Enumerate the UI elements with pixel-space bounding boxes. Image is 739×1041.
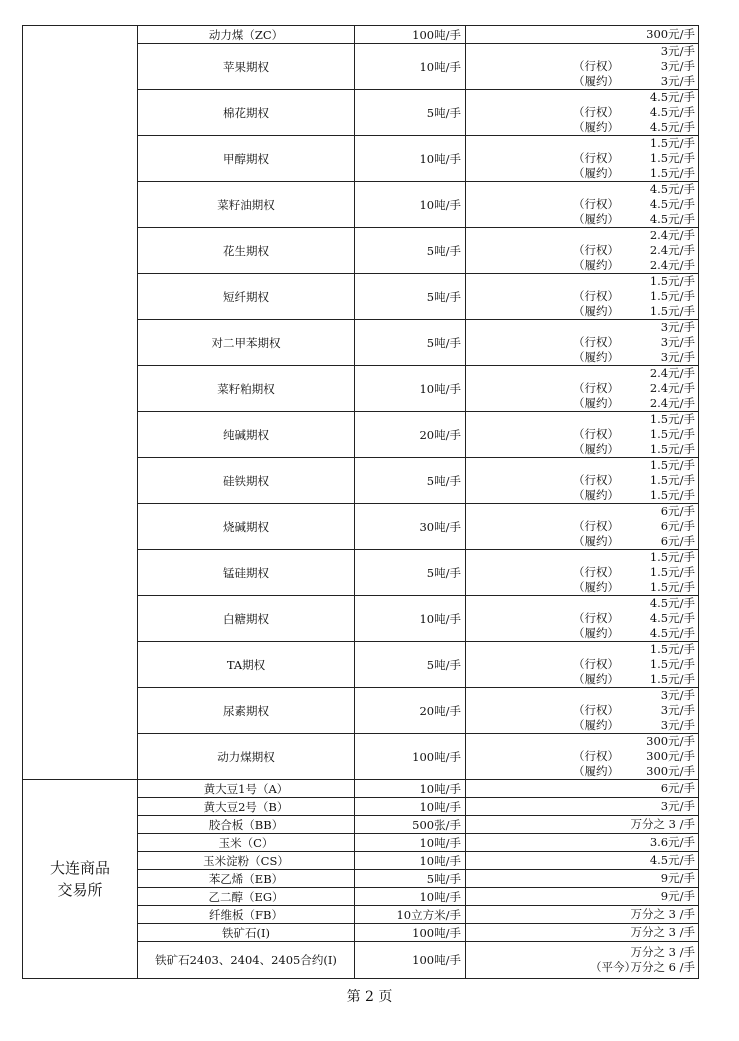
fee-value: 6元/手	[660, 519, 695, 533]
fee-note: （履约）	[573, 488, 619, 502]
fee-value: 3元/手	[660, 44, 695, 58]
fee-table-page	[22, 25, 698, 979]
fee-line	[466, 642, 698, 657]
fee-line	[466, 534, 698, 549]
fee-cell	[466, 504, 699, 550]
fee-value: 1.5元/手	[649, 412, 695, 426]
fee-value: 2.4元/手	[649, 258, 695, 272]
fee-row	[23, 26, 699, 44]
fee-value: 2.4元/手	[649, 228, 695, 242]
fee-line	[466, 381, 698, 396]
fee-note: （履约）	[573, 442, 619, 456]
trade-unit: 5吨/手	[355, 228, 466, 274]
trade-unit: 5吨/手	[355, 320, 466, 366]
fee-line	[466, 596, 698, 611]
product-name: 硅铁期权	[138, 458, 355, 504]
fee-value: 3元/手	[660, 74, 695, 88]
trade-unit: 10吨/手	[355, 834, 466, 852]
fee-value: 1.5元/手	[649, 151, 695, 165]
product-name: 菜籽油期权	[138, 182, 355, 228]
fee-value: 3元/手	[660, 703, 695, 717]
fee-value: 万分之 3 /手	[630, 925, 695, 939]
fee-value: 3元/手	[660, 59, 695, 73]
trade-unit: 10吨/手	[355, 596, 466, 642]
product-name: 甲醇期权	[138, 136, 355, 182]
fee-line	[466, 889, 698, 904]
fee-value: 1.5元/手	[649, 657, 695, 671]
fee-cell	[466, 44, 699, 90]
fee-cell	[466, 274, 699, 320]
fee-cell	[466, 26, 699, 44]
fee-cell	[466, 136, 699, 182]
fee-cell	[466, 642, 699, 688]
fee-line	[466, 458, 698, 473]
fee-note: （履约）	[573, 672, 619, 686]
fee-line	[466, 166, 698, 181]
product-name: 铁矿石2403、2404、2405合约(I)	[138, 942, 355, 979]
fee-line	[466, 151, 698, 166]
fee-line	[466, 626, 698, 641]
fee-value: 1.5元/手	[649, 580, 695, 594]
fee-line	[466, 258, 698, 273]
trade-unit: 100吨/手	[355, 734, 466, 780]
fee-value: 9元/手	[660, 889, 695, 903]
product-name: 动力煤期权	[138, 734, 355, 780]
fee-note: （履约）	[573, 764, 619, 778]
product-name: 棉花期权	[138, 90, 355, 136]
fee-note: （行权）	[573, 381, 619, 395]
exchange-name: 大连商品交易所	[49, 859, 110, 899]
fee-cell	[466, 596, 699, 642]
fee-value: 4.5元/手	[649, 212, 695, 226]
fee-line	[466, 412, 698, 427]
fee-value: 3元/手	[660, 718, 695, 732]
product-name: 白糖期权	[138, 596, 355, 642]
fee-cell	[466, 550, 699, 596]
product-name: 短纤期权	[138, 274, 355, 320]
trade-unit: 5吨/手	[355, 642, 466, 688]
fee-line	[466, 718, 698, 733]
fee-note: （行权）	[573, 519, 619, 533]
fee-value: 3元/手	[660, 350, 695, 364]
fee-note: （履约）	[573, 166, 619, 180]
product-name: 铁矿石(I)	[138, 924, 355, 942]
product-name: 黄大豆2号（B）	[138, 798, 355, 816]
fee-line	[466, 488, 698, 503]
fee-note: （行权）	[573, 197, 619, 211]
fee-line	[466, 835, 698, 850]
fee-note: （履约）	[573, 396, 619, 410]
fee-note: （行权）	[573, 335, 619, 349]
trade-unit: 20吨/手	[355, 688, 466, 734]
fee-value: 6元/手	[660, 534, 695, 548]
fee-line	[466, 396, 698, 411]
fee-value: 300元/手	[646, 764, 695, 778]
fee-line	[466, 197, 698, 212]
fee-line	[466, 105, 698, 120]
fee-note: （行权）	[573, 703, 619, 717]
fee-cell	[466, 870, 699, 888]
fee-value: 万分之 3 /手	[630, 907, 695, 921]
product-name: 纯碱期权	[138, 412, 355, 458]
page-number: 第 2 页	[346, 989, 393, 1005]
trade-unit: 10吨/手	[355, 44, 466, 90]
fee-value: 4.5元/手	[649, 197, 695, 211]
fee-cell	[466, 688, 699, 734]
product-name: 烧碱期权	[138, 504, 355, 550]
trade-unit: 5吨/手	[355, 90, 466, 136]
fee-cell	[466, 798, 699, 816]
fee-note: （履约）	[573, 120, 619, 134]
fee-value: 万分之 6 /手	[630, 960, 695, 974]
fee-value: 4.5元/手	[649, 90, 695, 104]
fee-note: （行权）	[573, 473, 619, 487]
fee-line	[466, 274, 698, 289]
fee-line	[466, 565, 698, 580]
product-name: 对二甲苯期权	[138, 320, 355, 366]
trade-unit: 100吨/手	[355, 26, 466, 44]
fee-value: 3元/手	[660, 688, 695, 702]
fee-cell	[466, 228, 699, 274]
fee-value: 4.5元/手	[649, 182, 695, 196]
fee-note: （行权）	[573, 289, 619, 303]
fee-value: 300元/手	[646, 27, 695, 41]
fee-line	[466, 136, 698, 151]
fee-line	[466, 799, 698, 814]
product-name: 苹果期权	[138, 44, 355, 90]
fee-note: （行权）	[573, 105, 619, 119]
trade-unit: 20吨/手	[355, 412, 466, 458]
fee-value: 6元/手	[660, 504, 695, 518]
fee-value: 1.5元/手	[649, 672, 695, 686]
fee-line	[466, 519, 698, 534]
fee-value: 4.5元/手	[649, 596, 695, 610]
trade-unit: 100吨/手	[355, 942, 466, 979]
fee-cell	[466, 924, 699, 942]
fee-value: 4.5元/手	[649, 611, 695, 625]
fee-line	[466, 764, 698, 779]
fee-note: （履约）	[573, 580, 619, 594]
product-name: 动力煤（ZC）	[138, 26, 355, 44]
trade-unit: 10吨/手	[355, 136, 466, 182]
fee-value: 2.4元/手	[649, 366, 695, 380]
fee-line	[466, 504, 698, 519]
fee-cell	[466, 942, 699, 979]
fee-line	[466, 44, 698, 59]
fee-line	[466, 320, 698, 335]
product-name: 锰硅期权	[138, 550, 355, 596]
fee-line	[466, 871, 698, 886]
fee-line	[466, 580, 698, 595]
fee-line	[466, 945, 698, 960]
fee-line	[466, 304, 698, 319]
fee-line	[466, 703, 698, 718]
fee-line	[466, 907, 698, 922]
product-name: 花生期权	[138, 228, 355, 274]
fee-line	[466, 672, 698, 687]
fee-note: （行权）	[573, 565, 619, 579]
fee-cell	[466, 888, 699, 906]
fee-value: 2.4元/手	[649, 381, 695, 395]
fee-cell	[466, 734, 699, 780]
product-name: 玉米淀粉（CS）	[138, 852, 355, 870]
product-name: 乙二醇（EG）	[138, 888, 355, 906]
trade-unit: 10吨/手	[355, 182, 466, 228]
fee-note: （履约）	[573, 258, 619, 272]
fee-row	[23, 780, 699, 798]
fee-value: 6元/手	[660, 781, 695, 795]
fee-line	[466, 427, 698, 442]
fee-line	[466, 350, 698, 365]
fee-cell	[466, 852, 699, 870]
fee-note: （行权）	[573, 151, 619, 165]
fee-line	[466, 335, 698, 350]
fee-line	[466, 781, 698, 796]
fee-line	[466, 27, 698, 42]
fee-value: 4.5元/手	[649, 853, 695, 867]
fee-note: （行权）	[573, 611, 619, 625]
fee-value: 1.5元/手	[649, 304, 695, 318]
fee-value: 1.5元/手	[649, 565, 695, 579]
fee-note: （履约）	[573, 534, 619, 548]
exchange-cell	[23, 780, 138, 979]
product-name: TA期权	[138, 642, 355, 688]
fee-note: （行权）	[573, 657, 619, 671]
fee-value: 3元/手	[660, 799, 695, 813]
fee-line	[466, 228, 698, 243]
fee-line	[466, 182, 698, 197]
fee-value: 1.5元/手	[649, 136, 695, 150]
product-name: 菜籽粕期权	[138, 366, 355, 412]
fee-value: 1.5元/手	[649, 427, 695, 441]
fee-cell	[466, 90, 699, 136]
fee-line	[466, 550, 698, 565]
fee-table	[22, 25, 699, 979]
fee-note: （行权）	[573, 427, 619, 441]
fee-value: 300元/手	[646, 734, 695, 748]
fee-value: 1.5元/手	[649, 473, 695, 487]
fee-cell	[466, 366, 699, 412]
fee-line	[466, 442, 698, 457]
fee-value: 1.5元/手	[649, 642, 695, 656]
fee-value: 1.5元/手	[649, 458, 695, 472]
fee-line	[466, 925, 698, 940]
trade-unit: 500张/手	[355, 816, 466, 834]
fee-line	[466, 366, 698, 381]
fee-value: 1.5元/手	[649, 274, 695, 288]
exchange-cell	[23, 26, 138, 780]
fee-note: （行权）	[573, 59, 619, 73]
fee-note: （平今）	[590, 960, 636, 974]
fee-cell	[466, 816, 699, 834]
product-name: 胶合板（BB）	[138, 816, 355, 834]
fee-value: 4.5元/手	[649, 626, 695, 640]
trade-unit: 100吨/手	[355, 924, 466, 942]
trade-unit: 5吨/手	[355, 458, 466, 504]
fee-line	[466, 817, 698, 832]
fee-value: 3元/手	[660, 320, 695, 334]
fee-line	[466, 74, 698, 89]
fee-value: 2.4元/手	[649, 396, 695, 410]
trade-unit: 5吨/手	[355, 870, 466, 888]
fee-line	[466, 212, 698, 227]
fee-line	[466, 734, 698, 749]
trade-unit: 10吨/手	[355, 798, 466, 816]
fee-cell	[466, 320, 699, 366]
fee-value: 3.6元/手	[649, 835, 695, 849]
fee-note: （行权）	[573, 243, 619, 257]
fee-cell	[466, 182, 699, 228]
fee-line	[466, 657, 698, 672]
fee-cell	[466, 906, 699, 924]
fee-value: 万分之 3 /手	[630, 817, 695, 831]
fee-value: 1.5元/手	[649, 488, 695, 502]
fee-line	[466, 473, 698, 488]
fee-value: 1.5元/手	[649, 442, 695, 456]
fee-note: （履约）	[573, 74, 619, 88]
fee-value: 1.5元/手	[649, 289, 695, 303]
fee-line	[466, 749, 698, 764]
fee-cell	[466, 412, 699, 458]
fee-cell	[466, 780, 699, 798]
fee-note: （履约）	[573, 350, 619, 364]
fee-note: （履约）	[573, 626, 619, 640]
fee-line	[466, 120, 698, 135]
fee-value: 4.5元/手	[649, 105, 695, 119]
trade-unit: 10吨/手	[355, 852, 466, 870]
fee-note: （履约）	[573, 718, 619, 732]
fee-value: 9元/手	[660, 871, 695, 885]
fee-line	[466, 853, 698, 868]
fee-value: 1.5元/手	[649, 550, 695, 564]
fee-value: 万分之 3 /手	[630, 945, 695, 959]
trade-unit: 10吨/手	[355, 780, 466, 798]
fee-value: 1.5元/手	[649, 166, 695, 180]
trade-unit: 10立方米/手	[355, 906, 466, 924]
trade-unit: 5吨/手	[355, 550, 466, 596]
trade-unit: 30吨/手	[355, 504, 466, 550]
fee-line	[466, 611, 698, 626]
product-name: 玉米（C）	[138, 834, 355, 852]
fee-value: 3元/手	[660, 335, 695, 349]
fee-line	[466, 688, 698, 703]
fee-value: 4.5元/手	[649, 120, 695, 134]
fee-note: （行权）	[573, 749, 619, 763]
trade-unit: 5吨/手	[355, 274, 466, 320]
fee-note: （履约）	[573, 212, 619, 226]
fee-line	[466, 960, 698, 975]
product-name: 尿素期权	[138, 688, 355, 734]
trade-unit: 10吨/手	[355, 366, 466, 412]
fee-cell	[466, 834, 699, 852]
trade-unit: 10吨/手	[355, 888, 466, 906]
fee-line	[466, 59, 698, 74]
product-name: 苯乙烯（EB）	[138, 870, 355, 888]
product-name: 纤维板（FB）	[138, 906, 355, 924]
fee-value: 300元/手	[646, 749, 695, 763]
fee-line	[466, 90, 698, 105]
fee-note: （履约）	[573, 304, 619, 318]
fee-line	[466, 289, 698, 304]
fee-cell	[466, 458, 699, 504]
product-name: 黄大豆1号（A）	[138, 780, 355, 798]
fee-value: 2.4元/手	[649, 243, 695, 257]
fee-line	[466, 243, 698, 258]
